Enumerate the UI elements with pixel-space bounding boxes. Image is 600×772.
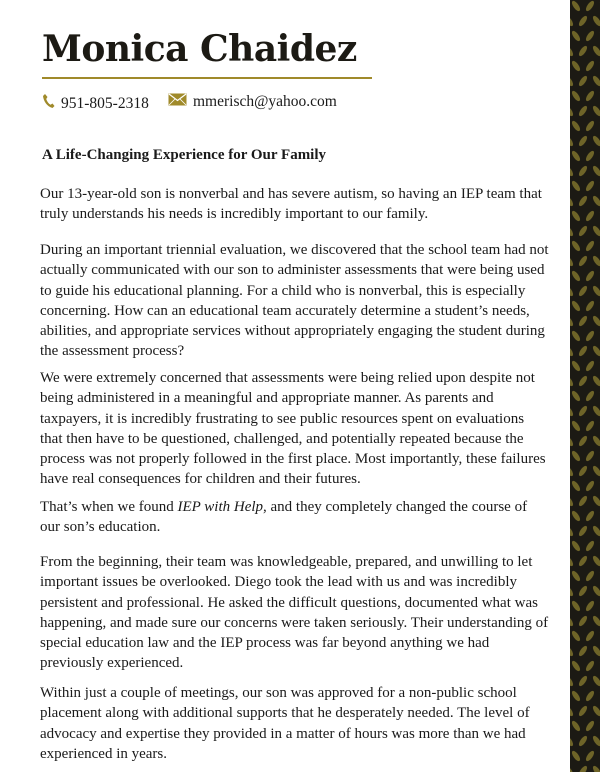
leaf-shape — [570, 510, 581, 523]
leaf-shape — [570, 60, 581, 73]
paragraph-1: Our 13-year-old son is nonverbal and has severe autism, so having an IEP team that truly understands his needs is incredibly important to our family. — [40, 186, 542, 223]
leaf-shape — [584, 0, 595, 12]
leaf-shape — [570, 765, 575, 772]
leaf-shape — [570, 690, 581, 703]
leaf-shape — [591, 525, 600, 538]
leaf-shape — [577, 375, 588, 388]
leaf-shape — [577, 525, 588, 538]
leaf-shape — [584, 660, 595, 673]
leaf-shape — [591, 405, 600, 418]
leaf-shape — [570, 450, 581, 463]
leaf-shape — [570, 270, 581, 283]
leaf-shape — [584, 510, 595, 523]
leaf-shape — [584, 600, 595, 613]
leaf-shape — [577, 195, 588, 208]
leaf-shape — [570, 480, 581, 493]
leaf-shape — [584, 720, 595, 733]
leaf-shape — [570, 585, 575, 598]
leaf-shape — [584, 570, 595, 583]
leaf-shape — [591, 45, 600, 58]
leaf-shape — [570, 195, 575, 208]
leaf-shape — [570, 390, 581, 403]
leaf-shape — [591, 255, 600, 268]
leaf-shape — [570, 525, 575, 538]
phone-contact — [42, 93, 149, 114]
leaf-shape — [570, 45, 575, 58]
leaf-shape — [577, 615, 588, 628]
leaf-shape — [577, 705, 588, 718]
leaf-shape — [570, 600, 581, 613]
leaf-shape — [577, 465, 588, 478]
leaf-shape — [584, 120, 595, 133]
envelope-icon — [168, 93, 187, 111]
leaf-shape — [584, 30, 595, 43]
leaf-shape — [570, 705, 575, 718]
leaf-shape — [591, 735, 600, 748]
service-name: IEP with Help — [177, 499, 264, 515]
leaf-shape — [591, 285, 600, 298]
leaf-shape — [570, 285, 575, 298]
title-underline — [42, 77, 372, 79]
paragraph-3: We were extremely concerned that assessments were being relied upon despite not being administered in a meaningful and appropriate manner. As parents and taxpayers, it is incredibly frustrating to see public resources spent on evaluations that then have to be questioned, challenged, and potentially repeated because the process was not properly followed in the first place. Most importantly, these failures have real consequences for children and their futures. — [40, 370, 546, 488]
leaf-shape — [570, 105, 575, 118]
leaf-shape — [584, 150, 595, 163]
leaf-shape — [591, 705, 600, 718]
leaf-shape — [584, 540, 595, 553]
leaf-shape — [570, 495, 575, 508]
leaf-shape — [570, 750, 581, 763]
leaf-shape — [584, 60, 595, 73]
leaf-shape — [570, 465, 575, 478]
leaf-shape — [570, 555, 575, 568]
leaf-shape — [570, 675, 575, 688]
leaf-shape — [570, 360, 581, 373]
leaf-shape — [584, 300, 595, 313]
leaf-shape — [577, 75, 588, 88]
leaf-shape — [584, 630, 595, 643]
leaf-shape — [577, 765, 588, 772]
leaf-shape — [577, 645, 588, 658]
paragraph-2: During an important triennial evaluation, we discovered that the school team had not actually communicated with our son to administer assessments that were being used to guide his educational planning. For a child who is nonverbal, this is especially concerning. How can an educational team accurately determine a student’s needs, abilities, and appropriate services without appropriately engaging the student during the assessment process? — [40, 242, 549, 360]
leaf-shape — [570, 120, 581, 133]
leaf-shape — [584, 240, 595, 253]
leaf-shape — [577, 555, 588, 568]
leaf-shape — [570, 720, 581, 733]
leaf-shape — [584, 420, 595, 433]
leaf-shape — [577, 315, 588, 328]
leaf-shape — [591, 615, 600, 628]
leaf-shape — [584, 750, 595, 763]
leaf-shape — [584, 90, 595, 103]
leaf-shape — [591, 315, 600, 328]
email-address: mmerisch@yahoo.com — [193, 93, 337, 110]
phone-icon — [42, 93, 55, 114]
leaf-shape — [570, 210, 581, 223]
leaf-shape — [591, 765, 600, 772]
leaf-shape — [591, 75, 600, 88]
leaf-shape — [584, 180, 595, 193]
leaf-shape — [570, 570, 581, 583]
sender-name: Monica Chaidez — [42, 28, 357, 70]
leaf-shape — [570, 630, 581, 643]
phone-number: 951-805-2318 — [61, 94, 149, 112]
leaf-shape — [584, 270, 595, 283]
leaf-shape — [577, 225, 588, 238]
leaf-shape — [570, 330, 581, 343]
leaf-shape — [570, 375, 575, 388]
leaf-pattern — [570, 0, 600, 772]
leaf-shape — [591, 195, 600, 208]
leaf-shape — [577, 735, 588, 748]
leaf-shape — [577, 255, 588, 268]
leaf-shape — [591, 495, 600, 508]
leaf-shape — [570, 180, 581, 193]
paragraph-5: From the beginning, their team was knowledgeable, prepared, and unwilling to let important issues be overlooked. Diego took the lead with us and was incredibly persistent and professional. He asked the difficult questions, documented what was happening, and made sure our concerns were taken seriously. Their understanding of special education law and the IEP process was far beyond anything we had previously experienced. — [40, 554, 549, 672]
leaf-shape — [584, 450, 595, 463]
leaf-shape — [584, 690, 595, 703]
leaf-shape — [591, 435, 600, 448]
leaf-shape — [577, 405, 588, 418]
paragraph-4 — [40, 497, 550, 538]
leaf-shape — [570, 255, 575, 268]
leaf-shape — [584, 330, 595, 343]
leaf-shape — [570, 135, 575, 148]
leaf-shape — [570, 315, 575, 328]
leaf-shape — [584, 210, 595, 223]
leaf-shape — [591, 585, 600, 598]
leaf-shape — [570, 300, 581, 313]
leaf-shape — [570, 90, 581, 103]
leaf-shape — [591, 465, 600, 478]
email-contact — [168, 93, 337, 111]
leaf-shape — [570, 165, 575, 178]
leaf-shape — [577, 495, 588, 508]
leaf-shape — [591, 645, 600, 658]
leaf-shape — [584, 390, 595, 403]
leaf-shape — [577, 105, 588, 118]
leaf-shape — [570, 735, 575, 748]
letter-heading: A Life-Changing Experience for Our Family — [42, 147, 327, 163]
leaf-shape — [591, 135, 600, 148]
leaf-shape — [591, 345, 600, 358]
leaf-shape — [570, 150, 581, 163]
leaf-shape — [577, 675, 588, 688]
leaf-shape — [577, 345, 588, 358]
leaf-shape — [570, 405, 575, 418]
leaf-shape — [570, 540, 581, 553]
leaf-shape — [591, 105, 600, 118]
leaf-shape — [591, 555, 600, 568]
paragraph-6: Within just a couple of meetings, our son was approved for a non-public school placement along with additional supports that he desperately needed. The level of advocacy and expertise they provided in a matter of hours was more than we had experienced in years. — [40, 685, 530, 762]
leaf-shape — [584, 360, 595, 373]
leaf-shape — [584, 480, 595, 493]
leaf-shape — [577, 285, 588, 298]
leaf-shape — [591, 15, 600, 28]
leaf-shape — [577, 585, 588, 598]
paragraph-4-end: , and they completely changed the course of our son’s education. — [40, 499, 528, 536]
leaf-shape — [570, 75, 575, 88]
leaf-shape — [577, 435, 588, 448]
leaf-shape — [577, 15, 588, 28]
leaf-shape — [591, 675, 600, 688]
paragraph-4-start: That’s when we found — [40, 499, 178, 515]
leaf-shape — [577, 135, 588, 148]
leaf-shape — [577, 165, 588, 178]
leaf-shape — [577, 45, 588, 58]
leaf-shape — [570, 30, 581, 43]
leaf-shape — [570, 615, 575, 628]
leaf-shape — [570, 645, 575, 658]
leaf-shape — [570, 15, 575, 28]
leaf-shape — [570, 225, 575, 238]
leaf-shape — [570, 240, 581, 253]
leaf-shape — [570, 435, 575, 448]
decorative-leaf-border — [570, 0, 600, 772]
leaf-shape — [570, 660, 581, 673]
leaf-shape — [570, 0, 581, 12]
leaf-shape — [591, 225, 600, 238]
leaf-shape — [570, 345, 575, 358]
leaf-shape — [591, 375, 600, 388]
leaf-shape — [591, 165, 600, 178]
leaf-shape — [570, 420, 581, 433]
